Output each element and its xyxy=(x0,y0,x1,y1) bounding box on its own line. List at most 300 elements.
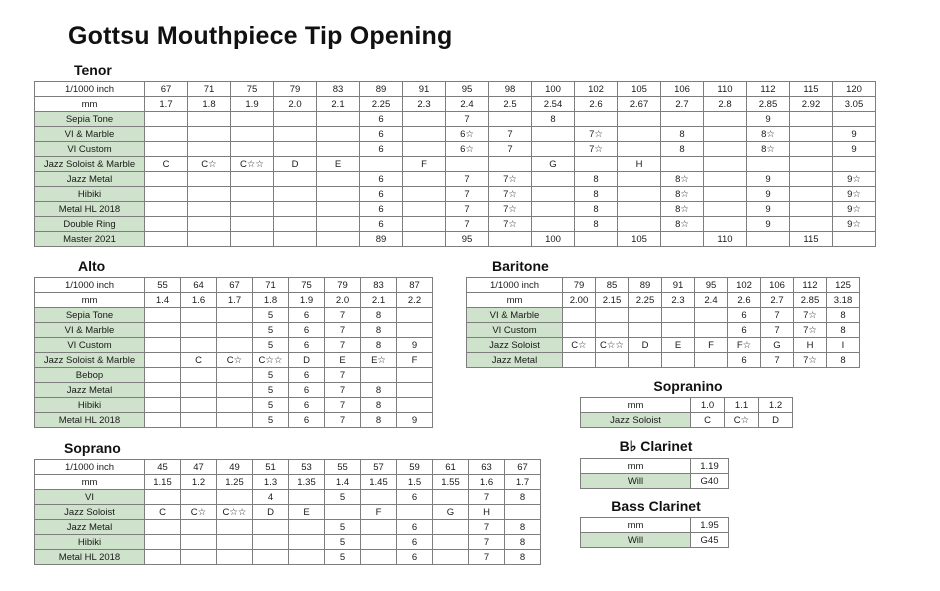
row-label: Will xyxy=(581,474,691,489)
table-cell: 7 xyxy=(325,338,361,353)
table-cell xyxy=(217,520,253,535)
row-label: Jazz Metal xyxy=(35,172,145,187)
table-cell: 1.5 xyxy=(397,475,433,490)
table-cell: 85 xyxy=(596,278,629,293)
table-row xyxy=(35,353,433,368)
table-cell: 47 xyxy=(181,460,217,475)
table-cell: 8☆ xyxy=(747,127,790,142)
table-cell: 8 xyxy=(505,490,541,505)
table-cell xyxy=(661,157,704,172)
table-cell: 8 xyxy=(575,187,618,202)
table-cell xyxy=(145,112,188,127)
table-cell: 1.1 xyxy=(725,398,759,413)
table-cell: 9 xyxy=(833,127,876,142)
table-cell: 6 xyxy=(289,398,325,413)
table-cell: C☆ xyxy=(188,157,231,172)
row-label: Metal HL 2018 xyxy=(35,413,145,428)
table-cell xyxy=(433,490,469,505)
table-cell xyxy=(181,383,217,398)
table-cell: 8 xyxy=(532,112,575,127)
table-cell xyxy=(403,187,446,202)
table-cell xyxy=(747,157,790,172)
table-cell: 71 xyxy=(188,82,231,97)
table-cell xyxy=(704,202,747,217)
table-cell: 7 xyxy=(446,187,489,202)
row-label: mm xyxy=(35,293,145,308)
row-label: VI & Marble xyxy=(35,127,145,142)
table-cell xyxy=(618,172,661,187)
table-cell xyxy=(274,187,317,202)
table-cell xyxy=(833,112,876,127)
table-cell xyxy=(563,308,596,323)
table-cell xyxy=(360,157,403,172)
table-cell xyxy=(704,142,747,157)
table-row xyxy=(35,520,541,535)
table-cell: 2.85 xyxy=(747,97,790,112)
table-cell: 9 xyxy=(397,338,433,353)
table-cell: 2.15 xyxy=(596,293,629,308)
bb-clarinet-table xyxy=(580,458,729,489)
table-cell: 5 xyxy=(325,490,361,505)
table-cell xyxy=(274,217,317,232)
table-cell xyxy=(188,142,231,157)
table-cell: 6 xyxy=(728,353,761,368)
table-cell: 67 xyxy=(505,460,541,475)
table-row xyxy=(581,474,729,489)
table-cell: 115 xyxy=(790,232,833,247)
table-cell: E xyxy=(289,505,325,520)
table-cell: 8 xyxy=(505,520,541,535)
table-cell: 1.3 xyxy=(253,475,289,490)
table-cell: 8☆ xyxy=(747,142,790,157)
table-cell xyxy=(403,127,446,142)
row-label: Master 2021 xyxy=(35,232,145,247)
table-cell xyxy=(361,520,397,535)
table-cell: 8 xyxy=(361,323,397,338)
row-label: VI & Marble xyxy=(35,323,145,338)
table-cell: 7☆ xyxy=(489,217,532,232)
table-cell: H xyxy=(794,338,827,353)
table-cell: 7☆ xyxy=(489,202,532,217)
table-cell: 6 xyxy=(360,112,403,127)
table-cell: 6 xyxy=(289,323,325,338)
table-row xyxy=(35,490,541,505)
table-cell: 6☆ xyxy=(446,142,489,157)
row-label: VI Custom xyxy=(35,338,145,353)
table-cell: 3.18 xyxy=(827,293,860,308)
table-cell xyxy=(575,157,618,172)
table-cell xyxy=(618,127,661,142)
table-cell: 1.8 xyxy=(253,293,289,308)
table-cell: 49 xyxy=(217,460,253,475)
table-cell: 6 xyxy=(289,368,325,383)
table-cell xyxy=(695,323,728,338)
table-cell xyxy=(181,490,217,505)
table-cell: 1.2 xyxy=(759,398,793,413)
table-cell xyxy=(403,142,446,157)
table-cell: 2.25 xyxy=(629,293,662,308)
table-cell: 2.85 xyxy=(794,293,827,308)
table-row xyxy=(35,323,433,338)
table-cell: G45 xyxy=(691,533,729,548)
bass-clarinet-table xyxy=(580,517,729,548)
table-cell: 6 xyxy=(360,127,403,142)
table-row xyxy=(35,172,876,187)
table-cell: 8 xyxy=(361,338,397,353)
table-cell xyxy=(274,202,317,217)
table-cell: 7 xyxy=(325,383,361,398)
table-cell: 2.6 xyxy=(575,97,618,112)
table-cell xyxy=(704,157,747,172)
row-label: mm xyxy=(581,398,691,413)
table-cell: 1.7 xyxy=(505,475,541,490)
table-cell: G xyxy=(532,157,575,172)
table-cell: 7 xyxy=(469,520,505,535)
row-label: 1/1000 inch xyxy=(35,460,145,475)
table-cell xyxy=(145,142,188,157)
table-cell xyxy=(361,550,397,565)
table-cell xyxy=(397,398,433,413)
table-row xyxy=(35,112,876,127)
table-cell: 5 xyxy=(253,338,289,353)
table-cell xyxy=(361,535,397,550)
table-cell xyxy=(532,202,575,217)
table-cell: 67 xyxy=(145,82,188,97)
table-cell xyxy=(397,368,433,383)
table-cell xyxy=(181,520,217,535)
table-cell: 8☆ xyxy=(661,217,704,232)
table-cell xyxy=(833,157,876,172)
table-cell xyxy=(253,535,289,550)
table-row xyxy=(35,278,433,293)
table-cell: 5 xyxy=(325,550,361,565)
table-cell xyxy=(704,217,747,232)
table-cell: 2.6 xyxy=(728,293,761,308)
table-cell: 7☆ xyxy=(794,308,827,323)
alto-table xyxy=(34,277,433,428)
table-row xyxy=(35,338,433,353)
table-cell: 57 xyxy=(361,460,397,475)
table-row xyxy=(581,398,793,413)
table-cell: E xyxy=(317,157,360,172)
soprano-title: Soprano xyxy=(64,440,121,456)
table-cell: 1.95 xyxy=(691,518,729,533)
table-cell: 9 xyxy=(747,187,790,202)
table-cell: C☆☆ xyxy=(231,157,274,172)
table-cell: 6 xyxy=(360,217,403,232)
table-cell xyxy=(433,535,469,550)
table-cell: 1.2 xyxy=(181,475,217,490)
table-cell: 1.6 xyxy=(469,475,505,490)
table-cell xyxy=(403,217,446,232)
table-cell: 5 xyxy=(325,520,361,535)
table-cell: F xyxy=(695,338,728,353)
table-cell: 7☆ xyxy=(489,187,532,202)
table-cell: 1.19 xyxy=(691,459,729,474)
table-cell xyxy=(563,353,596,368)
table-cell: 1.4 xyxy=(145,293,181,308)
table-cell: 6☆ xyxy=(446,127,489,142)
table-cell xyxy=(790,187,833,202)
table-cell: 7 xyxy=(469,550,505,565)
table-cell xyxy=(489,112,532,127)
tenor-block xyxy=(34,62,876,247)
table-cell: D xyxy=(274,157,317,172)
table-cell: 98 xyxy=(489,82,532,97)
table-cell xyxy=(563,323,596,338)
table-cell: 112 xyxy=(794,278,827,293)
table-cell xyxy=(231,172,274,187)
table-cell xyxy=(145,353,181,368)
table-cell: 5 xyxy=(253,413,289,428)
table-cell xyxy=(145,217,188,232)
table-cell: C☆ xyxy=(217,353,253,368)
table-cell: 6 xyxy=(360,187,403,202)
table-cell xyxy=(145,172,188,187)
table-cell xyxy=(181,323,217,338)
table-cell xyxy=(145,323,181,338)
table-cell: 2.8 xyxy=(704,97,747,112)
table-cell: 45 xyxy=(145,460,181,475)
soprano-table xyxy=(34,459,541,565)
table-cell xyxy=(231,112,274,127)
table-cell: 1.15 xyxy=(145,475,181,490)
table-cell: 1.8 xyxy=(188,97,231,112)
table-cell: 9 xyxy=(747,112,790,127)
table-cell: 8 xyxy=(575,217,618,232)
table-cell: 102 xyxy=(728,278,761,293)
table-cell xyxy=(433,550,469,565)
table-cell: 7 xyxy=(469,490,505,505)
table-cell: 89 xyxy=(360,82,403,97)
baritone-title: Baritone xyxy=(492,258,549,274)
table-cell xyxy=(145,368,181,383)
table-cell xyxy=(575,232,618,247)
table-row xyxy=(35,505,541,520)
alto-title: Alto xyxy=(78,258,106,274)
table-row xyxy=(35,535,541,550)
table-cell: 8 xyxy=(661,142,704,157)
table-cell: 7☆ xyxy=(575,127,618,142)
table-cell xyxy=(181,535,217,550)
table-cell xyxy=(532,187,575,202)
table-cell xyxy=(433,520,469,535)
table-cell: 6 xyxy=(289,308,325,323)
table-cell: 79 xyxy=(563,278,596,293)
table-cell: 120 xyxy=(833,82,876,97)
table-cell xyxy=(145,398,181,413)
table-cell: 67 xyxy=(217,278,253,293)
table-cell: E☆ xyxy=(361,353,397,368)
table-cell xyxy=(181,308,217,323)
table-cell: D xyxy=(253,505,289,520)
table-cell: 9 xyxy=(747,202,790,217)
table-cell: 2.92 xyxy=(790,97,833,112)
table-cell xyxy=(253,550,289,565)
table-cell xyxy=(661,232,704,247)
row-label: Hibiki xyxy=(35,187,145,202)
table-row xyxy=(467,353,860,368)
row-label: Sepia Tone xyxy=(35,308,145,323)
table-cell: 53 xyxy=(289,460,325,475)
table-cell: 55 xyxy=(325,460,361,475)
sopranino-table xyxy=(580,397,793,428)
table-cell: 91 xyxy=(403,82,446,97)
table-cell: 1.4 xyxy=(325,475,361,490)
table-cell: 1.9 xyxy=(231,97,274,112)
table-cell xyxy=(217,535,253,550)
table-cell: 8 xyxy=(827,323,860,338)
table-row xyxy=(581,533,729,548)
table-cell xyxy=(704,112,747,127)
table-cell: D xyxy=(289,353,325,368)
table-cell xyxy=(505,505,541,520)
row-label: VI & Marble xyxy=(467,308,563,323)
table-cell xyxy=(188,202,231,217)
table-cell xyxy=(188,127,231,142)
row-label: 1/1000 inch xyxy=(35,82,145,97)
table-cell xyxy=(289,490,325,505)
table-row xyxy=(35,232,876,247)
table-cell: C☆ xyxy=(563,338,596,353)
table-cell xyxy=(403,202,446,217)
table-cell: 83 xyxy=(317,82,360,97)
table-cell: 61 xyxy=(433,460,469,475)
table-cell: C xyxy=(145,505,181,520)
bass-clarinet-block xyxy=(580,498,730,548)
table-cell xyxy=(217,383,253,398)
table-cell xyxy=(217,490,253,505)
table-cell xyxy=(532,172,575,187)
table-cell: 4 xyxy=(253,490,289,505)
table-cell: 1.45 xyxy=(361,475,397,490)
table-cell xyxy=(145,490,181,505)
table-cell: 8☆ xyxy=(661,187,704,202)
table-cell xyxy=(231,142,274,157)
table-cell: 7 xyxy=(325,398,361,413)
table-cell: 110 xyxy=(704,82,747,97)
table-cell: 8 xyxy=(575,172,618,187)
table-cell xyxy=(274,142,317,157)
table-row xyxy=(35,413,433,428)
table-cell xyxy=(532,217,575,232)
table-row xyxy=(35,550,541,565)
row-label: mm xyxy=(581,518,691,533)
table-cell xyxy=(145,520,181,535)
table-cell xyxy=(661,112,704,127)
table-cell: 1.0 xyxy=(691,398,725,413)
table-row xyxy=(35,475,541,490)
table-cell xyxy=(532,127,575,142)
table-cell xyxy=(596,308,629,323)
table-row xyxy=(35,293,433,308)
table-cell: 115 xyxy=(790,82,833,97)
table-cell xyxy=(317,232,360,247)
table-cell: E xyxy=(325,353,361,368)
table-cell: G xyxy=(761,338,794,353)
table-cell: 8 xyxy=(361,383,397,398)
table-cell: 6 xyxy=(289,383,325,398)
table-cell: 7 xyxy=(446,202,489,217)
table-cell: 2.1 xyxy=(361,293,397,308)
table-cell xyxy=(489,232,532,247)
table-cell: 2.0 xyxy=(325,293,361,308)
table-cell xyxy=(181,413,217,428)
table-cell: 95 xyxy=(695,278,728,293)
table-cell: 95 xyxy=(446,232,489,247)
table-cell: 106 xyxy=(761,278,794,293)
bb-clarinet-title: B♭ Clarinet xyxy=(619,438,693,454)
table-cell xyxy=(217,368,253,383)
table-cell: 6 xyxy=(360,172,403,187)
row-label: VI xyxy=(35,490,145,505)
table-cell: 7 xyxy=(325,308,361,323)
table-cell: 87 xyxy=(397,278,433,293)
table-cell xyxy=(181,338,217,353)
table-cell: 2.2 xyxy=(397,293,433,308)
row-label: VI Custom xyxy=(467,323,563,338)
table-cell xyxy=(704,127,747,142)
table-cell xyxy=(317,187,360,202)
table-cell xyxy=(274,232,317,247)
table-cell: 7 xyxy=(761,323,794,338)
table-cell xyxy=(188,112,231,127)
table-cell: 8☆ xyxy=(661,172,704,187)
table-cell: 79 xyxy=(274,82,317,97)
table-cell xyxy=(695,308,728,323)
table-cell: C xyxy=(145,157,188,172)
table-cell xyxy=(145,550,181,565)
table-cell xyxy=(188,232,231,247)
table-cell xyxy=(618,187,661,202)
table-cell: 100 xyxy=(532,232,575,247)
table-cell: 2.3 xyxy=(403,97,446,112)
table-cell xyxy=(289,535,325,550)
table-cell: 8 xyxy=(361,308,397,323)
table-cell xyxy=(704,187,747,202)
table-cell: E xyxy=(662,338,695,353)
table-cell xyxy=(188,217,231,232)
table-cell: 9 xyxy=(747,172,790,187)
row-label: Hibiki xyxy=(35,398,145,413)
table-cell: 7☆ xyxy=(575,142,618,157)
table-cell xyxy=(145,535,181,550)
row-label: Bebop xyxy=(35,368,145,383)
table-cell: C☆☆ xyxy=(217,505,253,520)
table-cell: 9 xyxy=(747,217,790,232)
table-cell: 9☆ xyxy=(833,217,876,232)
table-cell xyxy=(575,112,618,127)
table-cell xyxy=(790,202,833,217)
table-cell: 2.67 xyxy=(618,97,661,112)
table-cell xyxy=(403,112,446,127)
table-cell xyxy=(181,368,217,383)
table-cell: D xyxy=(629,338,662,353)
table-cell: 7 xyxy=(446,172,489,187)
row-label: Jazz Metal xyxy=(35,383,145,398)
table-row xyxy=(35,157,876,172)
table-row xyxy=(35,460,541,475)
table-cell xyxy=(618,217,661,232)
table-cell: 9 xyxy=(833,142,876,157)
row-label: mm xyxy=(581,459,691,474)
table-cell: 7 xyxy=(761,353,794,368)
table-cell: 7 xyxy=(325,368,361,383)
table-cell xyxy=(790,157,833,172)
table-cell: 8 xyxy=(661,127,704,142)
table-cell: 6 xyxy=(397,535,433,550)
table-cell: 91 xyxy=(662,278,695,293)
